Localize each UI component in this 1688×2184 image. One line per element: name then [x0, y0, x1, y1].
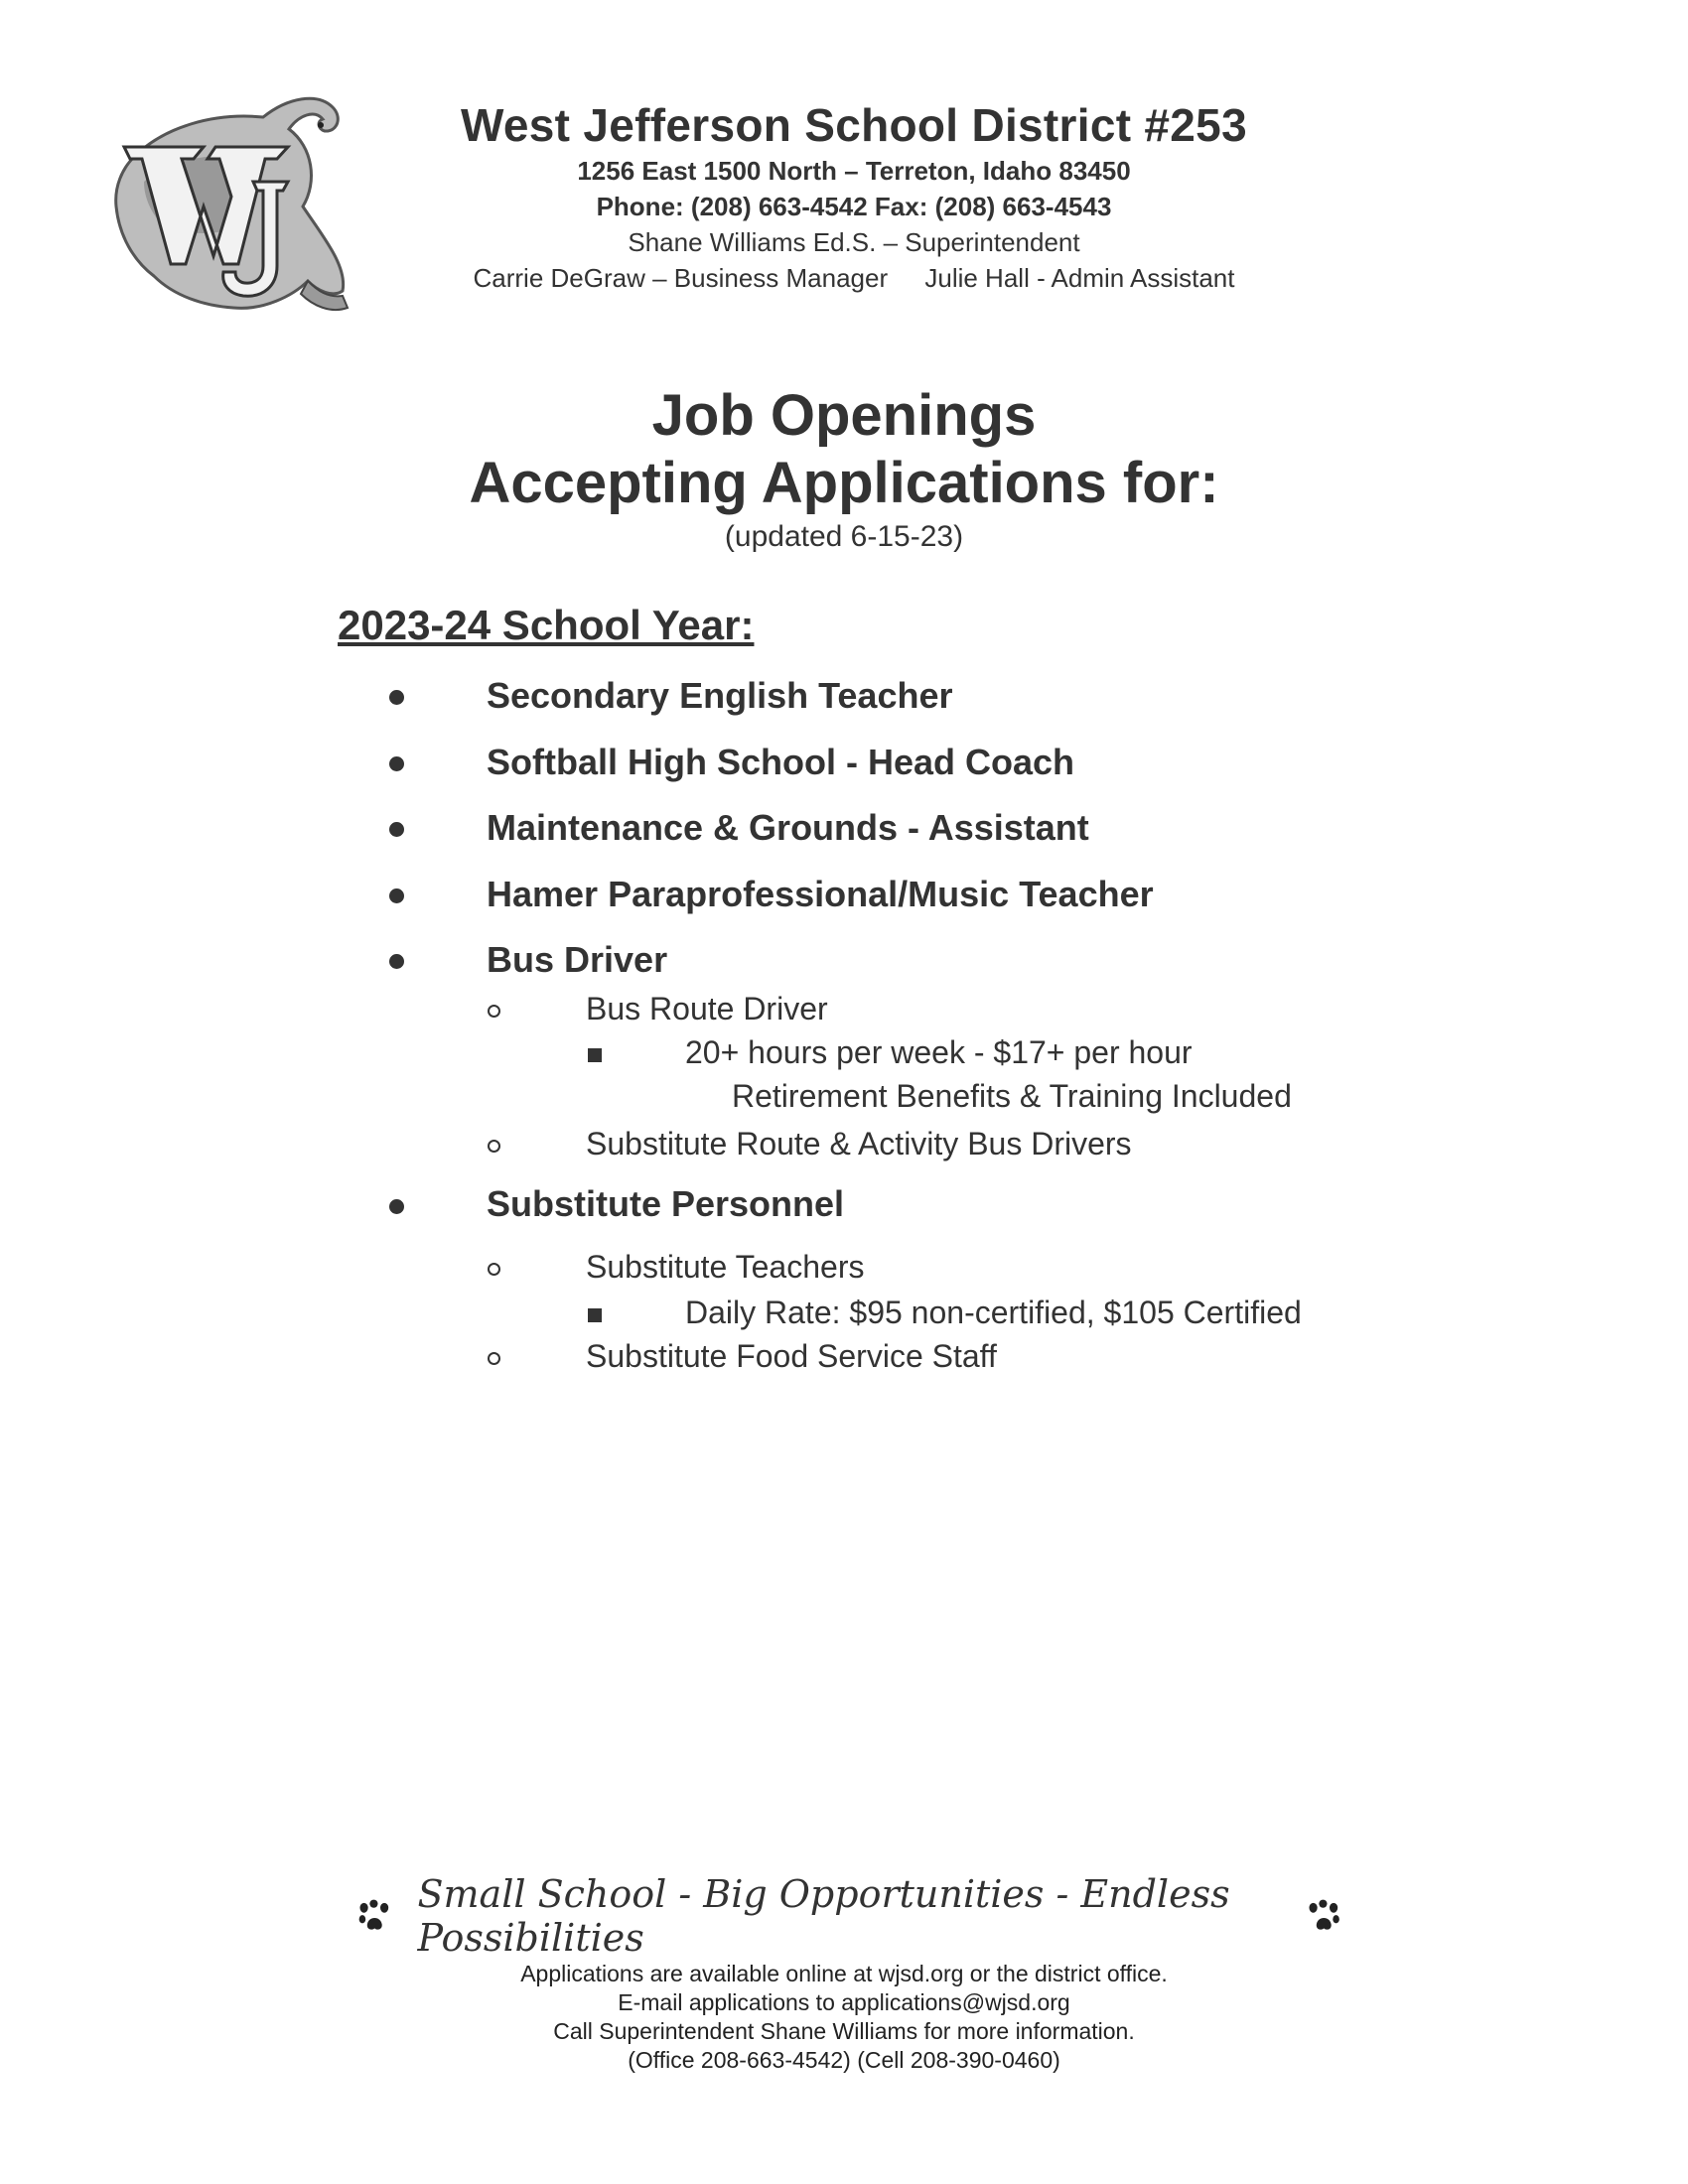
job-hamer-para: Hamer Paraprofessional/Music Teacher [487, 874, 1154, 914]
bullet-dot-icon [389, 954, 404, 969]
business-manager: Carrie DeGraw – Business Manager [473, 263, 889, 293]
paw-print-icon [357, 1896, 391, 1936]
superintendent: Shane Williams Ed.S. – Superintendent [628, 227, 1080, 257]
bullet-circle-icon [488, 1352, 500, 1365]
title-accepting-applications: Accepting Applications for: [469, 451, 1219, 515]
bullet-circle-icon [488, 1140, 500, 1153]
substitute-daily-rate: Daily Rate: $95 non-certified, $105 Certified [685, 1295, 1302, 1330]
district-phone-fax: Phone: (208) 663-4542 Fax: (208) 663-4543 [596, 192, 1112, 221]
slogan-text: Small School - Big Opportunities - Endless Possibilities [417, 1872, 1230, 1960]
paw-print-icon [1307, 1896, 1340, 1936]
letterhead [367, 97, 1340, 296]
district-name: West Jefferson School District #253 [461, 99, 1247, 151]
bullet-circle-icon [488, 1005, 500, 1018]
bullet-dot-icon [389, 822, 404, 837]
job-substitute-personnel: Substitute Personnel [487, 1183, 845, 1224]
substitute-food-service: Substitute Food Service Staff [586, 1338, 997, 1374]
bus-hours-pay: 20+ hours per week - $17+ per hour [685, 1034, 1193, 1070]
footer-line-online: Applications are available online at wjsd.org or the district office. [520, 1961, 1168, 1986]
slogan [357, 1872, 1340, 1960]
footer-line-call: Call Superintendent Shane Williams for more information. [553, 2018, 1135, 2044]
bus-benefits: Retirement Benefits & Training Included [732, 1078, 1292, 1114]
staff-line [367, 260, 1340, 296]
bullet-circle-icon [488, 1263, 500, 1276]
job-secondary-english: Secondary English Teacher [487, 675, 953, 716]
admin-assistant: Julie Hall - Admin Assistant [924, 263, 1235, 293]
substitute-bus-drivers: Substitute Route & Activity Bus Drivers [586, 1126, 1132, 1161]
page-title [248, 382, 1440, 555]
updated-date: (updated 6-15-23) [724, 520, 964, 553]
bullet-dot-icon [389, 690, 404, 705]
job-softball-coach: Softball High School - Head Coach [487, 742, 1075, 782]
job-maintenance: Maintenance & Grounds - Assistant [487, 807, 1089, 848]
district-address: 1256 East 1500 North – Terreton, Idaho 83450 [577, 156, 1131, 186]
bullet-square-icon [588, 1308, 602, 1322]
bullet-dot-icon [389, 756, 404, 771]
application-info [397, 1960, 1291, 2075]
school-year-heading: 2023-24 School Year: [338, 602, 755, 648]
wj-cougar-logo-icon [104, 87, 352, 326]
bullet-square-icon [588, 1048, 602, 1062]
footer-line-email: E-mail applications to applications@wjsd.org [618, 1989, 1070, 2015]
job-bus-driver: Bus Driver [487, 939, 668, 980]
footer-line-phones: (Office 208-663-4542) (Cell 208-390-0460) [628, 2047, 1060, 2073]
bus-route-driver: Bus Route Driver [586, 991, 828, 1026]
bullet-dot-icon [389, 888, 404, 903]
title-job-openings: Job Openings [651, 383, 1037, 448]
substitute-teachers: Substitute Teachers [586, 1249, 865, 1285]
bullet-dot-icon [389, 1199, 404, 1214]
